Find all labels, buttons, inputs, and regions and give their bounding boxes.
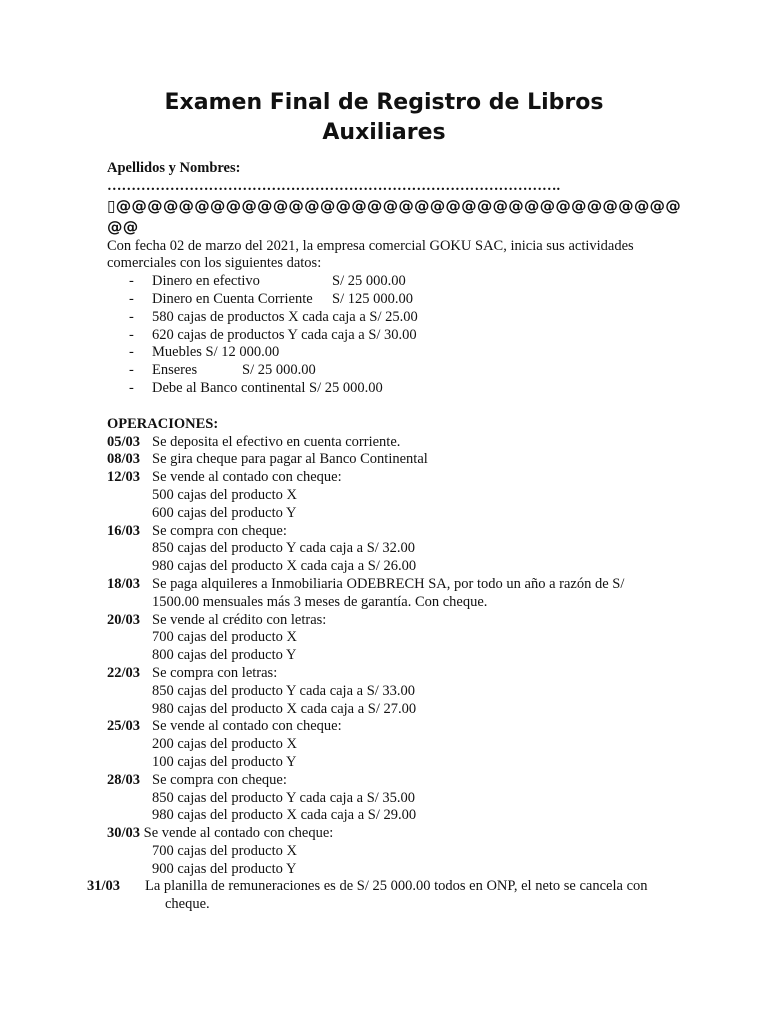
name-label: Apellidos y Nombres: xyxy=(107,160,241,176)
symbols-line xyxy=(107,196,681,217)
initial-items-list xyxy=(107,273,667,398)
operation-entry xyxy=(107,825,667,843)
operation-detail: 900 cajas del producto Y xyxy=(152,860,297,877)
intro-paragraph: Con fecha 02 de marzo del 2021, la empresa comercial GOKU SAC, inicia sus actividades comerciales con los siguientes datos: xyxy=(107,237,634,272)
title-line-2: Auxiliares xyxy=(322,120,446,145)
operation-text: Se compra con letras: xyxy=(152,664,278,681)
operation-date: 16/03 xyxy=(107,522,141,539)
list-item xyxy=(107,327,667,345)
operation-entry xyxy=(107,434,667,452)
operation-text: Se vende al contado con cheque: xyxy=(143,825,334,842)
list-item xyxy=(107,291,667,309)
operation-text: Se deposita el efectivo en cuenta corriente. xyxy=(152,433,401,450)
operation-detail: 200 cajas del producto X xyxy=(152,736,297,753)
item-value: S/ 25 000.00 xyxy=(332,273,406,290)
operation-text: Se paga alquileres a Inmobiliaria ODEBRECH SA, por todo un año a razón de S/ 1500.00 mensuales más 3 meses de garantía. Con cheque. xyxy=(152,575,625,610)
operation-detail: 980 cajas del producto X cada caja a S/ 27.00 xyxy=(152,700,417,717)
title-line-1: Examen Final de Registro de Libros xyxy=(164,90,604,115)
operation-entry xyxy=(107,612,667,630)
item-label: Debe al Banco continental S/ 25 000.00 xyxy=(152,379,383,396)
operation-entry xyxy=(107,451,667,469)
operation-date: 22/03 xyxy=(107,664,141,681)
name-dots: …………………………………………………………………………………. xyxy=(107,177,561,194)
operation-detail: 500 cajas del producto X xyxy=(152,486,297,503)
item-label: 620 cajas de productos Y cada caja a S/ 30.00 xyxy=(152,326,417,343)
operation-date: 25/03 xyxy=(107,718,141,735)
item-value: S/ 125 000.00 xyxy=(332,290,413,307)
dash-bullet: - xyxy=(129,308,134,325)
operation-date: 28/03 xyxy=(107,771,141,788)
operation-entry xyxy=(107,576,667,612)
list-item xyxy=(107,309,667,327)
list-item xyxy=(107,273,667,291)
operation-entry xyxy=(107,469,667,487)
operation-date: 12/03 xyxy=(107,469,141,486)
item-label: Enseres xyxy=(152,362,198,379)
operation-date: 08/03 xyxy=(107,451,141,468)
missing-glyph-icon: ▯ xyxy=(107,196,116,215)
operation-text: Se compra con cheque: xyxy=(152,771,287,788)
operation-date: 05/03 xyxy=(107,433,141,450)
operation-detail: 700 cajas del producto X xyxy=(152,842,297,859)
dash-bullet: - xyxy=(129,379,134,396)
dash-bullet: - xyxy=(129,273,134,290)
operation-date: 18/03 xyxy=(107,575,141,592)
operation-detail: 980 cajas del producto X cada caja a S/ 26.00 xyxy=(152,558,417,575)
operation-entry xyxy=(107,772,667,790)
operation-detail: 800 cajas del producto Y xyxy=(152,647,297,664)
operation-entry xyxy=(107,718,667,736)
operation-entry xyxy=(107,523,667,541)
symbols-line-2: @@ xyxy=(107,217,139,236)
list-item xyxy=(107,380,667,398)
operation-text: Se vende al contado con cheque: xyxy=(152,718,342,735)
operation-date: 20/03 xyxy=(107,611,141,628)
symbols-text-1: @@@@@@@@@@@@@@@@@@@@@@@@@@@@@@@@@@@@ xyxy=(115,196,681,215)
item-label: 580 cajas de productos X cada caja a S/ 25.00 xyxy=(152,308,418,325)
operation-date: 30/03 xyxy=(107,825,141,842)
list-item xyxy=(107,344,667,362)
dash-bullet: - xyxy=(129,290,134,307)
item-value: S/ 25 000.00 xyxy=(242,362,316,379)
item-label: Dinero en efectivo xyxy=(152,273,260,290)
operation-detail: 850 cajas del producto Y cada caja a S/ 35.00 xyxy=(152,789,416,806)
operations-heading: OPERACIONES: xyxy=(107,415,219,432)
operation-text: Se vende al crédito con letras: xyxy=(152,611,327,628)
operation-text: La planilla de remuneraciones es de S/ 25 000.00 todos en ONP, el neto se cancela con cheque. xyxy=(145,878,648,913)
operation-entry xyxy=(107,665,667,683)
item-label: Dinero en Cuenta Corriente xyxy=(152,290,313,307)
operation-date: 31/03 xyxy=(87,878,121,895)
operation-text: Se gira cheque para pagar al Banco Continental xyxy=(152,451,428,468)
operations-list xyxy=(87,433,667,915)
dash-bullet: - xyxy=(129,326,134,343)
operation-detail: 600 cajas del producto Y xyxy=(152,504,297,521)
dash-bullet: - xyxy=(129,344,134,361)
item-label: Muebles S/ 12 000.00 xyxy=(152,344,280,361)
operation-detail: 100 cajas del producto Y xyxy=(152,753,297,770)
operation-text: Se compra con cheque: xyxy=(152,522,287,539)
list-item xyxy=(107,362,667,380)
operation-text: Se vende al contado con cheque: xyxy=(152,469,342,486)
dash-bullet: - xyxy=(129,362,134,379)
operation-detail: 850 cajas del producto Y cada caja a S/ 33.00 xyxy=(152,682,416,699)
operation-detail: 700 cajas del producto X xyxy=(152,629,297,646)
operation-detail: 850 cajas del producto Y cada caja a S/ 32.00 xyxy=(152,540,416,557)
document-title xyxy=(0,88,768,148)
operation-detail: 980 cajas del producto X cada caja a S/ 29.00 xyxy=(152,807,417,824)
operation-entry xyxy=(87,878,667,914)
document-body xyxy=(87,160,681,914)
